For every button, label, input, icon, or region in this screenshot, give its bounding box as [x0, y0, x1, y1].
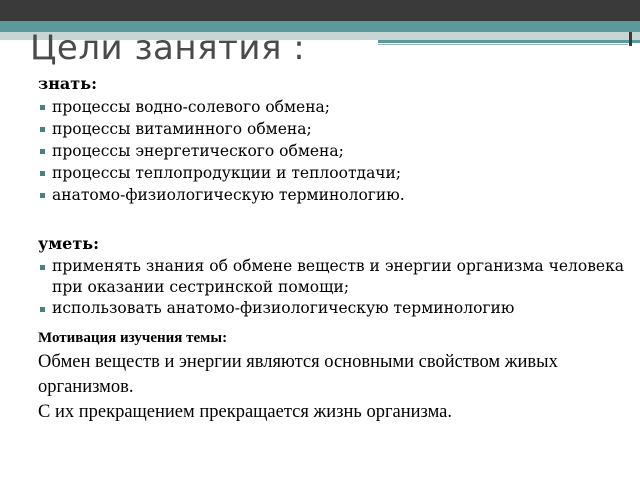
motivation-title: Мотивация изучения темы: — [38, 330, 228, 346]
corner-mark — [629, 32, 632, 46]
header-band-dark — [0, 0, 640, 21]
motivation-line-1: Обмен веществ и энергии являются основными свойством живых организмов. — [38, 352, 558, 397]
list-item: процессы энергетического обмена; — [38, 140, 628, 162]
title-accent-line — [378, 40, 640, 43]
list-item: процессы водно-солевого обмена; — [38, 96, 628, 118]
can-label: уметь: — [38, 234, 99, 253]
list-item: процессы витаминного обмена; — [38, 118, 628, 140]
can-list — [38, 256, 628, 319]
list-item: анатомо-физиологическую терминологию. — [38, 184, 628, 206]
list-item: использовать анатомо-физиологическую терминологию — [38, 298, 628, 319]
know-label: знать: — [38, 74, 97, 93]
motivation-text — [38, 350, 628, 425]
slide-title: Цели занятия : — [30, 28, 306, 68]
title-accent-line-thin — [378, 44, 628, 45]
know-list — [38, 96, 628, 206]
motivation-line-2: С их прекращением прекращается жизнь организма. — [38, 402, 453, 422]
list-item: процессы теплопродукции и теплоотдачи; — [38, 162, 628, 184]
list-item: применять знания об обмене веществ и энергии организма человека при оказании сестринской помощи; — [38, 256, 628, 298]
